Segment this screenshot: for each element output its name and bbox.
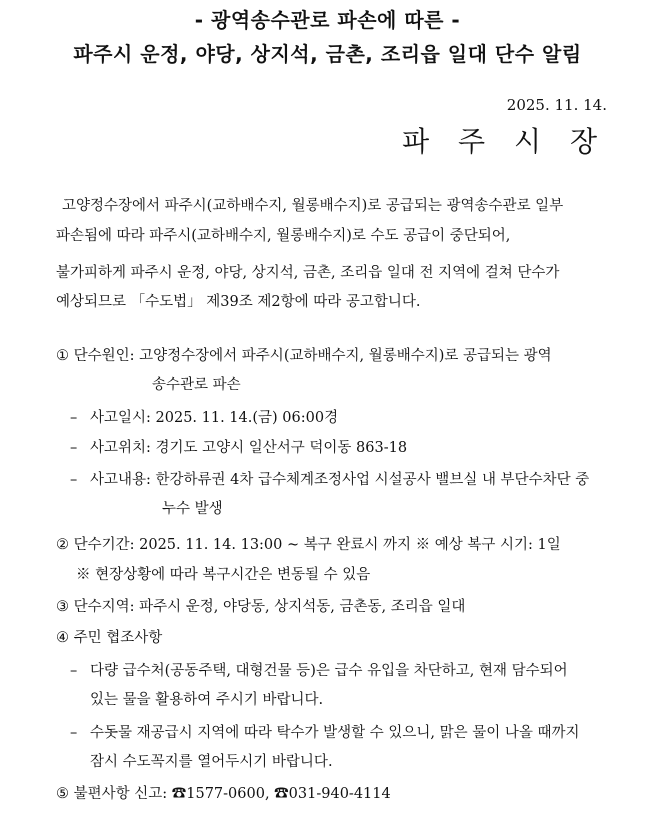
- cooperation-point-2: [70, 723, 580, 743]
- intro-p2-line1: 불가피하게 파주시 운정, 야당, 상지석, 금촌, 조리읍 일대 전 지역에 걸쳐 단수가: [56, 265, 560, 281]
- detail-dash: –: [70, 440, 78, 456]
- cooperation-item: [56, 628, 162, 648]
- area-item: [56, 597, 465, 617]
- cause-marker: ①: [56, 348, 69, 364]
- cooperation-label: 주민 협조사항: [73, 630, 163, 646]
- intro-p1-line1: 고양정수장에서 파주시(교하배수지, 월롱배수지)로 공급되는 광역송수관로 일부: [62, 198, 564, 214]
- notice-subtitle: - 광역송수관로 파손에 따른 -: [194, 8, 461, 32]
- cause-item: [56, 346, 552, 366]
- detail-text: 사고일시: 2025. 11. 14.(금) 06:00경: [90, 410, 339, 426]
- point-text: 수돗물 재공급시 지역에 따라 탁수가 발생할 수 있으니, 맑은 물이 나올 때까지: [90, 725, 580, 741]
- detail-text: 사고내용: 한강하류권 4차 급수체계조정사업 시설공사 밸브실 내 부단수차단 중: [90, 472, 590, 488]
- cause-label: 단수원인:: [73, 348, 135, 364]
- cause-detail-content: [70, 470, 589, 490]
- contact-marker: ⑤: [56, 786, 69, 802]
- area-text: 단수지역: 파주시 운정, 야당동, 상지석동, 금촌동, 조리읍 일대: [73, 599, 466, 615]
- intro-p1-line2: 파손됨에 따라 파주시(교하배수지, 월롱배수지)로 수도 공급이 중단되어,: [56, 228, 511, 244]
- period-note: ※ 현장상황에 따라 복구시간은 변동될 수 있음: [76, 567, 371, 583]
- period-text: 단수기간: 2025. 11. 14. 13:00 ~ 복구 완료시 까지 ※ 예상 복구 시기: 1일: [73, 537, 561, 553]
- cooperation-point-1: [70, 661, 568, 681]
- point-dash: –: [70, 663, 78, 679]
- detail-dash: –: [70, 472, 78, 488]
- contact-item: [56, 784, 391, 804]
- period-marker: ②: [56, 537, 69, 553]
- intro-p2-line2: 예상되므로 「수도법」 제39조 제2항에 따라 공고합니다.: [56, 294, 421, 310]
- detail-text: 사고위치: 경기도 고양시 일산서구 덕이동 863-18: [90, 440, 408, 456]
- cause-text-cont: 송수관로 파손: [152, 377, 241, 393]
- issuer-name: 파 주 시 장: [402, 125, 607, 158]
- area-marker: ③: [56, 599, 69, 615]
- detail-dash: –: [70, 410, 78, 426]
- point-text: 다량 급수처(공동주택, 대형건물 등)은 급수 유입을 차단하고, 현재 담수되어: [90, 663, 568, 679]
- period-item: [56, 535, 561, 555]
- notice-date: 2025. 11. 14.: [506, 96, 607, 114]
- point-dash: –: [70, 725, 78, 741]
- cause-detail-location: [70, 438, 407, 458]
- cause-text: 고양정수장에서 파주시(교하배수지, 월롱배수지)로 공급되는 광역: [139, 348, 552, 364]
- notice-title: 파주시 운정, 야당, 상지석, 금촌, 조리읍 일대 단수 알림: [73, 42, 582, 66]
- cause-detail-time: [70, 408, 338, 428]
- cooperation-point-1-cont: 있는 물을 활용하여 주시기 바랍니다.: [90, 692, 324, 708]
- contact-text: 불편사항 신고: ☎1577-0600, ☎031-940-4114: [73, 786, 391, 802]
- cooperation-marker: ④: [56, 630, 69, 646]
- cause-detail-content-cont: 누수 발생: [162, 501, 223, 517]
- cooperation-point-2-cont: 잠시 수도꼭지를 열어두시기 바랍니다.: [90, 754, 333, 770]
